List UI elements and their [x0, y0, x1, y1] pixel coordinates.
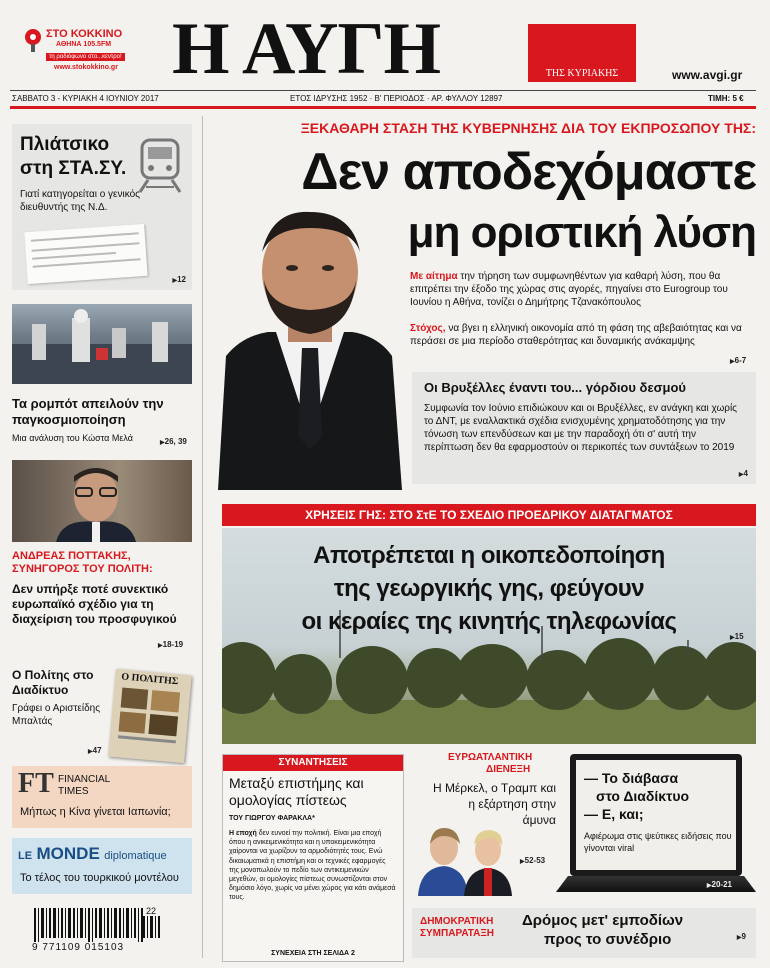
dimar-title-line1: Δρόμος μετ' εμποδίων	[522, 912, 684, 929]
column-divider	[202, 116, 203, 958]
newspaper-title: Η ΑΥΓΗ	[172, 8, 441, 90]
sidebar-story-staasy[interactable]	[12, 124, 192, 290]
train-icon	[138, 138, 182, 194]
edition-label: ΤΗΣ ΚΥΡΙΑΚΗΣ	[545, 68, 619, 79]
radio-tagline: τη ραδιόφωνο στο...κεντρο!	[46, 53, 125, 61]
price: ΤΙΜΗ: 5 €	[708, 94, 744, 103]
para2-lead: Στόχος,	[410, 323, 446, 334]
dimar-label-line1: ΔΗΜΟΚΡΑΤΙΚΗ	[420, 916, 494, 927]
brussels-box[interactable]	[412, 372, 756, 484]
story-title-line2: στη ΣΤΑ.ΣΥ.	[20, 158, 127, 179]
dimar-title-line2: προς το συνέδριο	[544, 931, 672, 948]
ft-name-line1: FINANCIAL	[58, 774, 111, 785]
laptop-text: Αφιέρωμα στις ψεύτικες ειδήσεις που γίνονται viral	[584, 831, 732, 853]
magazine-masthead: Ο ΠΟΛΙΤΗΣ	[120, 671, 179, 688]
euro-page-ref: ▶ 52-53	[520, 856, 545, 865]
meetings-title: Μεταξύ επιστήμης και ομολογίας πίστεως	[229, 775, 364, 808]
robots-page-ref: ▶ 26, 39	[160, 437, 187, 446]
header-red-rule	[10, 106, 756, 109]
lead-headline-line1[interactable]: Δεν αποδεχόμαστε	[301, 143, 756, 201]
radio-brand: ΣΤΟ ΚΟΚΚΙΝΟ	[46, 28, 123, 40]
barcode-number: 9 771109 015103	[32, 942, 125, 953]
dimar-page-ref: ▶ 9	[737, 932, 746, 941]
laptop-page-ref: ▶ 20-21	[707, 880, 732, 889]
radio-url: www.stokokkino.gr	[54, 64, 118, 71]
logo-monde: MONDE	[36, 844, 100, 863]
website[interactable]: www.avgi.gr	[672, 68, 743, 82]
dimar-label-line2: ΣΥΜΠΑΡΑΤΑΞΗ	[420, 928, 495, 939]
politis-page-ref: ▶ 47	[88, 746, 102, 755]
meetings-continued[interactable]: ΣΥΝΕΧΕΙΑ ΣΤΗ ΣΕΛΙΔΑ 2	[271, 950, 355, 957]
laptop-title-line2: στο Διαδίκτυο	[596, 788, 690, 804]
radio-mic-icon	[22, 28, 44, 54]
laptop-title-line3: — Ε, και;	[584, 806, 644, 822]
logo-diplomatique: diplomatique	[104, 850, 167, 862]
euro-kicker-line2: ΔΙΕΝΕΞΗ	[486, 764, 531, 775]
euro-text[interactable]: Η Μέρκελ, ο Τραμπ και η εξάρτηση στην άμυνα	[432, 781, 556, 827]
ft-name-line2: TIMES	[58, 786, 89, 797]
top-rule	[10, 90, 756, 91]
politis-magazine-cover	[108, 669, 191, 763]
laptop-title-line1: — Το διάβασα	[584, 770, 679, 786]
page-ref: ▶ 12	[172, 275, 186, 284]
laptop-graphic[interactable]	[556, 754, 756, 904]
land-kicker: ΧΡΗΣΕΙΣ ΓΗΣ: ΣΤΟ ΣτΕ ΤΟ ΣΧΕΔΙΟ ΠΡΟΕΔΡΙΚΟΥ ΔΙΑΤΑΓΜΑΤΟΣ	[222, 504, 756, 526]
euro-kicker-line1: ΕΥΡΩΑΤΛΑΝΤΙΚΗ	[448, 752, 533, 763]
document-image	[24, 224, 147, 284]
meetings-byline: ΤΟΥ ΓΙΩΡΓΟΥ ΦΑΡΑΚΛΑ*	[229, 815, 315, 822]
le-monde-text: Το τέλος του τουρκικού μοντέλου	[20, 872, 179, 884]
robots-title[interactable]: Τα ρομπότ απειλούν την παγκοσμιοποίηση	[12, 396, 164, 427]
land-page-ref: ▶ 15	[730, 632, 744, 641]
barcode	[32, 908, 158, 952]
laptop-screen	[570, 754, 742, 876]
lead-para2	[410, 322, 756, 348]
politis-text: Γράφει ο Αριστείδης Μπαλτάς	[12, 703, 101, 727]
meetings-text-lead: Η εποχή	[229, 830, 257, 837]
meetings-label: ΣΥΝΑΝΤΗΣΕΙΣ	[223, 755, 403, 771]
ft-text: Μήπως η Κίνα γίνεται Ιαπωνία;	[20, 806, 171, 818]
land-headline-line1[interactable]: Αποτρέπεται η οικοπεδοποίηση	[313, 542, 665, 569]
land-headline-line3[interactable]: οι κεραίες της κινητής τηλεφωνίας	[301, 608, 677, 635]
radio-sub: ΑΘΗΝΑ 105.5FM	[56, 41, 112, 48]
radio-ad[interactable]	[22, 26, 142, 78]
spokesman-photo	[212, 206, 408, 490]
le-monde-logo	[18, 844, 167, 864]
edition-badge	[528, 24, 636, 82]
merkel-trump-photo	[414, 808, 514, 896]
land-headline-line2[interactable]: της γεωργικής γης, φεύγουν	[333, 575, 645, 602]
pottakis-photo	[12, 460, 192, 542]
le-monde-box[interactable]	[12, 838, 192, 894]
pottakis-page-ref: ▶ 18-19	[158, 640, 183, 649]
logo-le: LE	[18, 850, 33, 862]
story-title-line1: Πλιάτσικο	[20, 134, 110, 155]
lead-kicker: ΞΕΚΑΘΑΡΗ ΣΤΑΣΗ ΤΗΣ ΚΥΒΕΡΝΗΣΗΣ ΔΙΑ ΤΟΥ ΕΚΠΡΟΣΩΠΟΥ ΤΗΣ:	[300, 120, 756, 136]
issue-info: ΕΤΟΣ ΙΔΡΥΣΗΣ 1952 · Β' ΠΕΡΙΟΔΟΣ · ΑΡ. ΦΥΛΛΟΥ 12897	[290, 94, 503, 103]
dimar-strip[interactable]	[412, 908, 756, 958]
brussels-text: Συμφωνία τον Ιούνιο επιδιώκουν και οι Βρυξέλλες, εν ανάγκη και χωρίς το ΔΝΤ, με εναλλακτικά σχέδια ενισχυμένης χρηματοδότησης για την τόνωση των επενδύσεων και με την παραδοχή ότι σ' αυτή την περίπτωση δεν θα εφαρμοστούν οι περικοπές των συντάξεων το 2019	[424, 403, 737, 453]
meetings-text-body: δεν ευνοεί την πολιτική. Είναι μια εποχή όπου η ανικειμενικότητα και η υποκειμενικότητα χαίρονται να χωρίζουν τα αρμοδιότητές τους. Ενώ δικαιωματικά η επιστήμη και οι τεχνικές εφαρμογές της μονοπωλούν το πεδίο των αντικειμενικών μεγεθών, οι ομολογίες πίστεως συνωστίζονται στον δημόσιο λόγο, χωρίς να μένει χώρος για κάτι ανάμεσά τους.	[229, 830, 396, 902]
meetings-column[interactable]	[222, 754, 404, 962]
para1-lead: Με αίτημα	[410, 271, 458, 282]
pottakis-title[interactable]: Δεν υπήρξε ποτέ συνεκτικό ευρωπαϊκό σχέδιο για τη διαχείριση του προσφυγικού	[12, 582, 177, 626]
politis-title[interactable]: Ο Πολίτης στο Διαδίκτυο	[12, 668, 94, 697]
lead-page-ref: ▶ 6-7	[730, 356, 746, 365]
lead-headline-line2[interactable]: μη οριστική λύση	[407, 208, 756, 257]
pottakis-kicker: ΑΝΔΡΕΑΣ ΠΟΤΤΑΚΗΣ, ΣΥΝΗΓΟΡΟΣ ΤΟΥ ΠΟΛΙΤΗ:	[12, 550, 153, 575]
barcode-addon-number: 22	[146, 906, 157, 916]
robots-text: Μια ανάλυση του Κώστα Μελά	[12, 433, 133, 443]
meetings-text	[229, 829, 397, 903]
story-text: Γιατί κατηγορείται ο γενικός διευθυντής της Ν.Δ.	[20, 189, 140, 213]
para1-text: την τήρηση των συμφωνηθέντων για καθαρή λύση, που θα επιτρέπει την έξοδο της χώρας στις αγορές, πηγαίνει στο Eurogroup του Ιουνίου η Αθήνα, τονίζει ο Δημήτρης Τζανακόπουλος	[410, 271, 728, 308]
robots-photo	[12, 304, 192, 384]
brussels-title: Οι Βρυξέλλες έναντι του... γόρδιου δεσμού	[424, 380, 686, 395]
para2-text: να βγει η ελληνική οικονομία από τη φάση της αβεβαιότητας και να περάσει σε μια περίοδο σταθερότητας και δυναμικής ανάκαμψης	[410, 323, 742, 347]
ft-box[interactable]	[12, 766, 192, 828]
lead-para1	[410, 270, 756, 309]
brussels-page-ref: ▶ 4	[739, 469, 748, 478]
issue-date: ΣΑΒΒΑΤΟ 3 - ΚΥΡΙΑΚΗ 4 ΙΟΥΝΙΟΥ 2017	[12, 94, 159, 103]
ft-logo: FT	[18, 768, 54, 799]
